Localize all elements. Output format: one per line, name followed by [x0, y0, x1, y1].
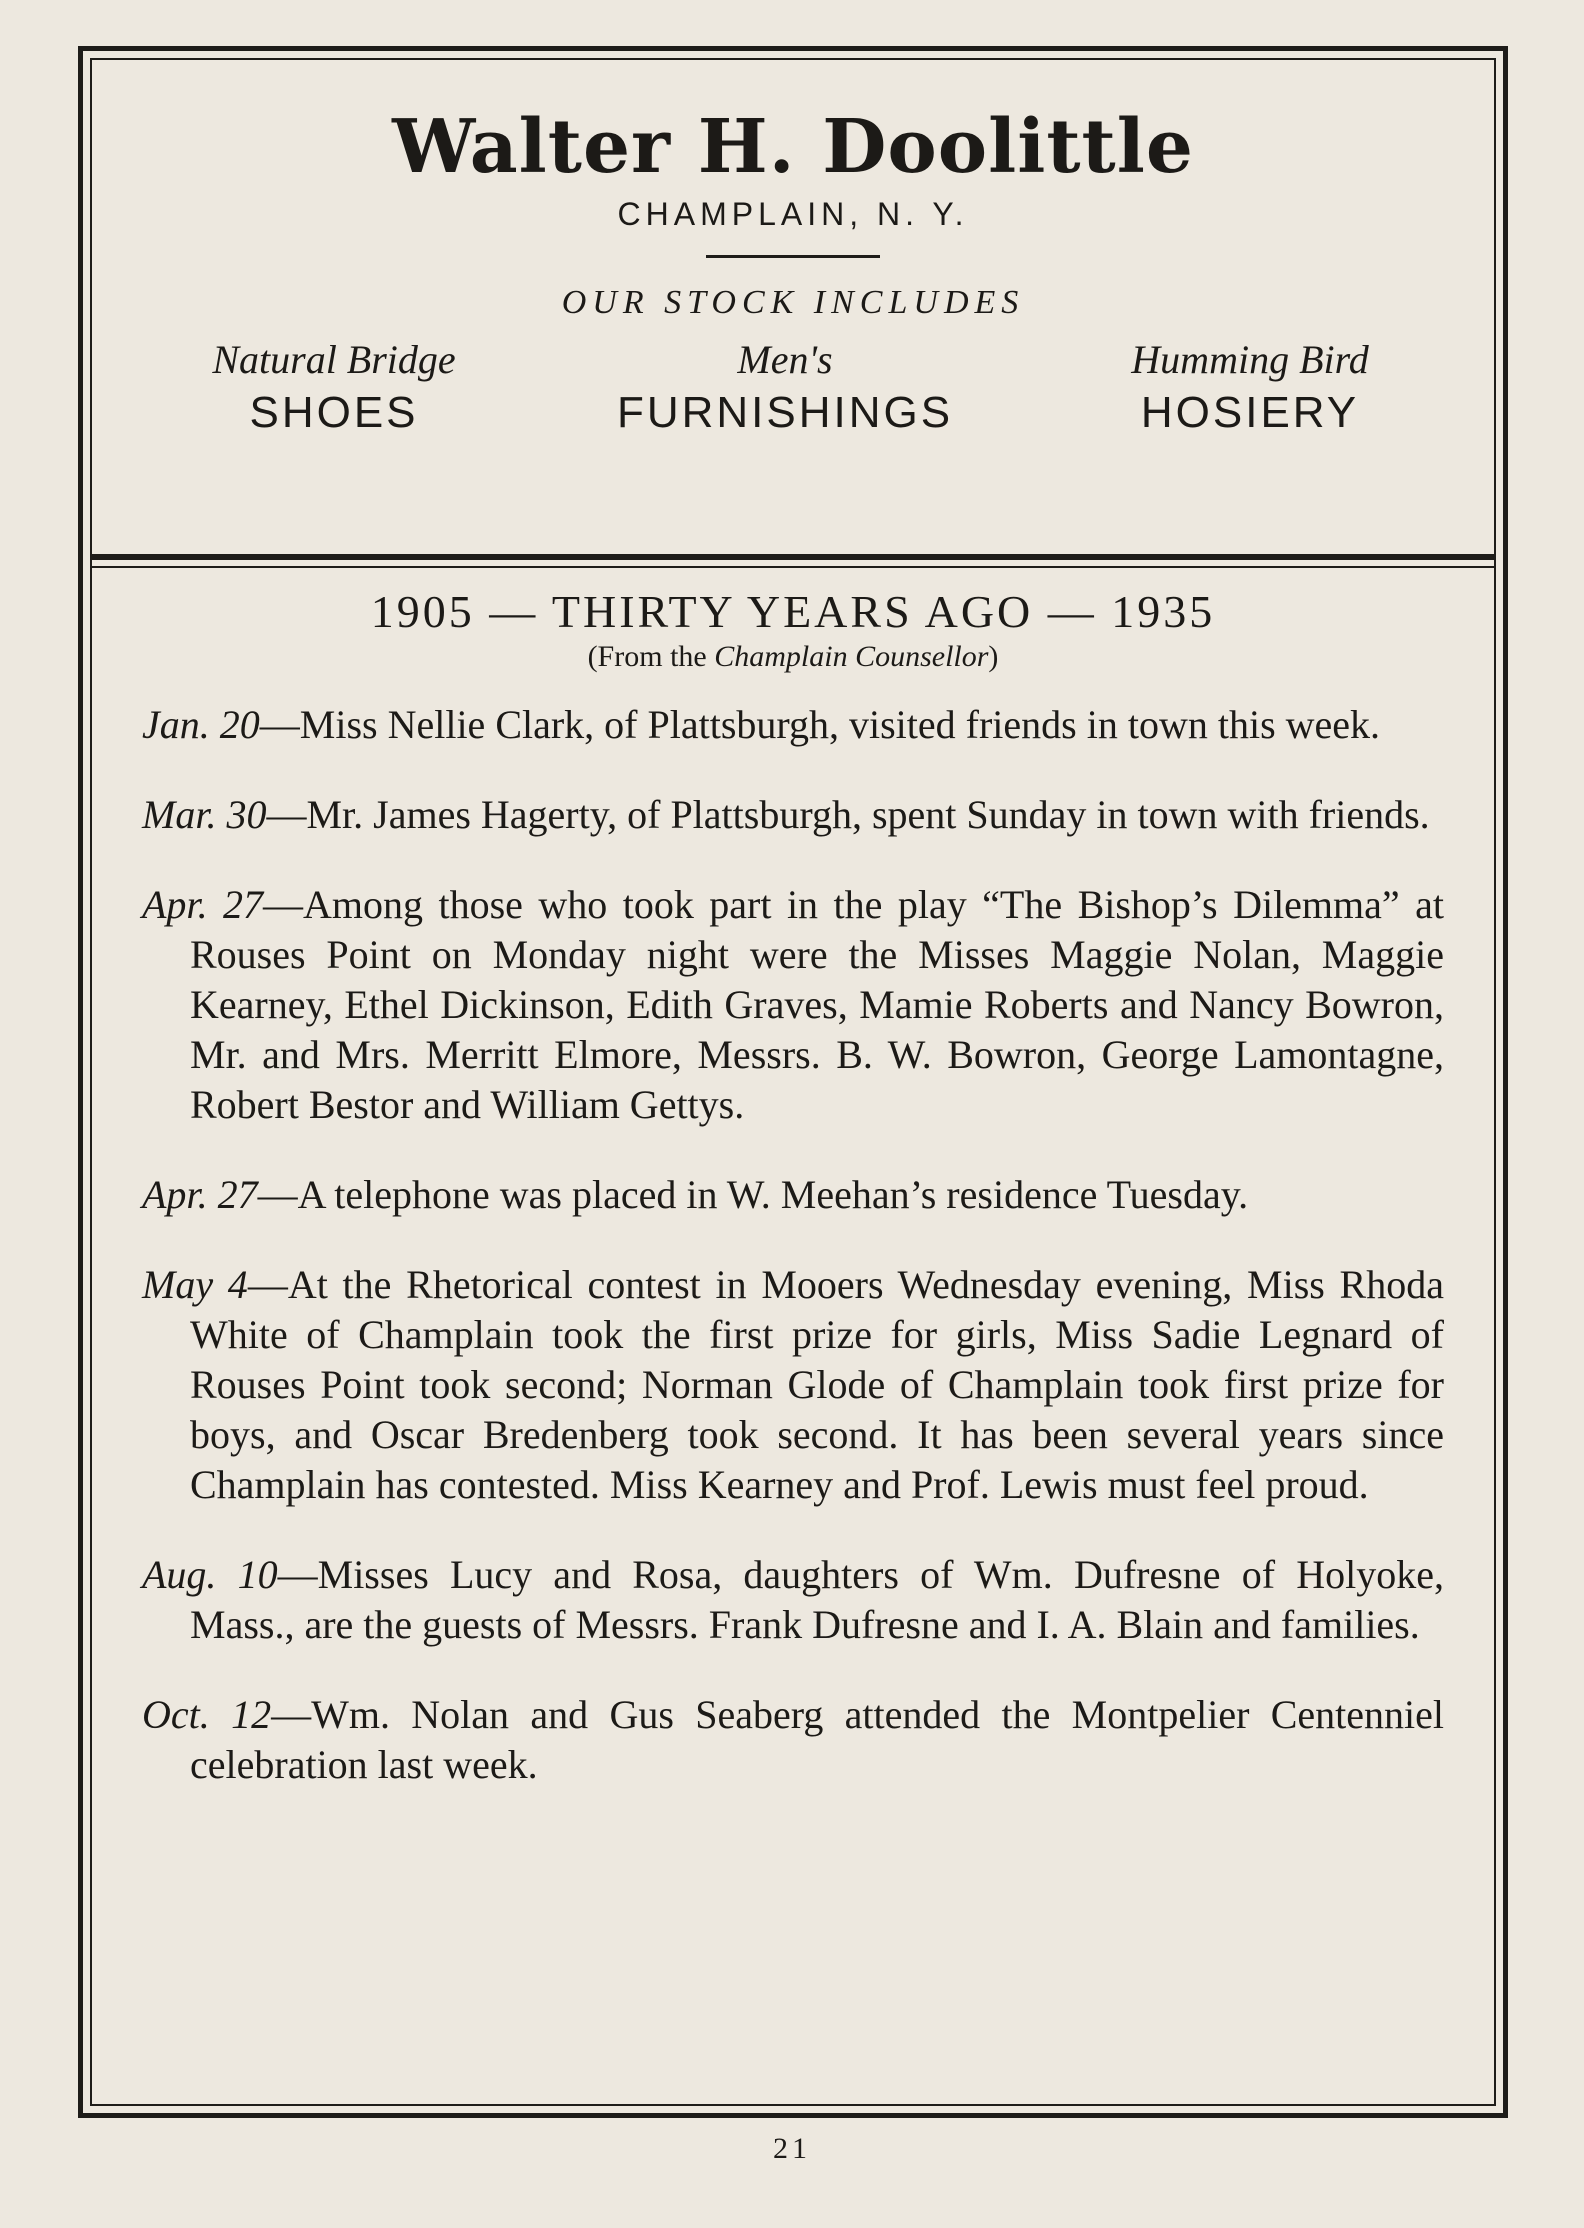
- stock-item-brand: Men's: [737, 337, 833, 382]
- shop-name: Walter H. Doolittle: [392, 104, 1194, 190]
- entry-text: —Misses Lucy and Rosa, daughters of Wm. Dufresne of Holyoke, Mass., are the guests of Messrs. Frank Dufresne and I. A. Blain and families.: [190, 1552, 1444, 1647]
- stock-item-brand: Natural Bridge: [212, 337, 456, 382]
- source-publication: Champlain Counsellor: [714, 640, 989, 673]
- entry-text: —Wm. Nolan and Gus Seaberg attended the Montpelier Centenniel celebration last week.: [190, 1692, 1444, 1787]
- history-entry: [142, 790, 1444, 840]
- entry-date: Jan. 20: [142, 702, 260, 747]
- section-divider: [90, 554, 1496, 560]
- history-entry: [142, 880, 1444, 1130]
- entry-text: —Among those who took part in the play “The Bishop’s Dilemma” at Rouses Point on Monday night were the Misses Maggie Nolan, Maggie Kearney, Ethel Dickinson, Edith Graves, Mamie Roberts and Nancy Bowron, Mr. and Mrs. Merritt Elmore, Messrs. B. W. Bowron, George Lamontagne, Robert Bestor and William Gettys.: [190, 882, 1444, 1127]
- history-source: [142, 640, 1444, 674]
- entry-date: Aug. 10: [142, 1552, 278, 1597]
- stock-item-product: FURNISHINGS: [616, 388, 954, 437]
- stock-item: [184, 336, 484, 441]
- history-title: 1905 — THIRTY YEARS AGO — 1935: [370, 586, 1216, 637]
- history-entry: [142, 700, 1444, 750]
- entry-date: Apr. 27: [142, 1172, 258, 1217]
- page-number: 21: [773, 2132, 811, 2165]
- source-prefix: (From the: [587, 640, 715, 673]
- stock-items: [90, 336, 1496, 466]
- entry-date: Apr. 27: [142, 882, 264, 927]
- history-entry: [142, 1690, 1444, 1790]
- stock-item-product: HOSIERY: [1140, 388, 1360, 437]
- stock-item: [580, 336, 990, 441]
- entry-date: May 4: [142, 1262, 248, 1307]
- section-divider-thin: [90, 566, 1496, 568]
- stock-item: [1080, 336, 1420, 441]
- history-entry: [142, 1260, 1444, 1510]
- entry-text: —A telephone was placed in W. Meehan’s residence Tuesday.: [257, 1172, 1249, 1217]
- entry-text: —Mr. James Hagerty, of Plattsburgh, spent Sunday in town with friends.: [266, 792, 1430, 837]
- entry-text: —At the Rhetorical contest in Mooers Wednesday evening, Miss Rhoda White of Champlain took the first prize for girls, Miss Sadie Legnard of Rouses Point took second; Norman Glode of Champlain took first prize for boys, and Oscar Bredenberg took second. It has been several years since Champlain has contested. Miss Kearney and Prof. Lewis must feel proud.: [190, 1262, 1444, 1507]
- entry-text: —Miss Nellie Clark, of Plattsburgh, visited friends in town this week.: [259, 702, 1381, 747]
- history-entry: [142, 1170, 1444, 1220]
- advertisement: [90, 104, 1496, 466]
- history-entry: [142, 1550, 1444, 1650]
- entry-date: Oct. 12: [142, 1692, 272, 1737]
- shop-location: CHAMPLAIN, N. Y.: [617, 196, 969, 232]
- source-suffix: ): [988, 640, 999, 673]
- stock-item-brand: Humming Bird: [1131, 337, 1369, 382]
- history-section: [142, 585, 1444, 1830]
- short-rule: [706, 255, 880, 258]
- stock-item-product: SHOES: [249, 388, 419, 437]
- stock-heading: OUR STOCK INCLUDES: [561, 284, 1025, 321]
- entry-date: Mar. 30: [142, 792, 267, 837]
